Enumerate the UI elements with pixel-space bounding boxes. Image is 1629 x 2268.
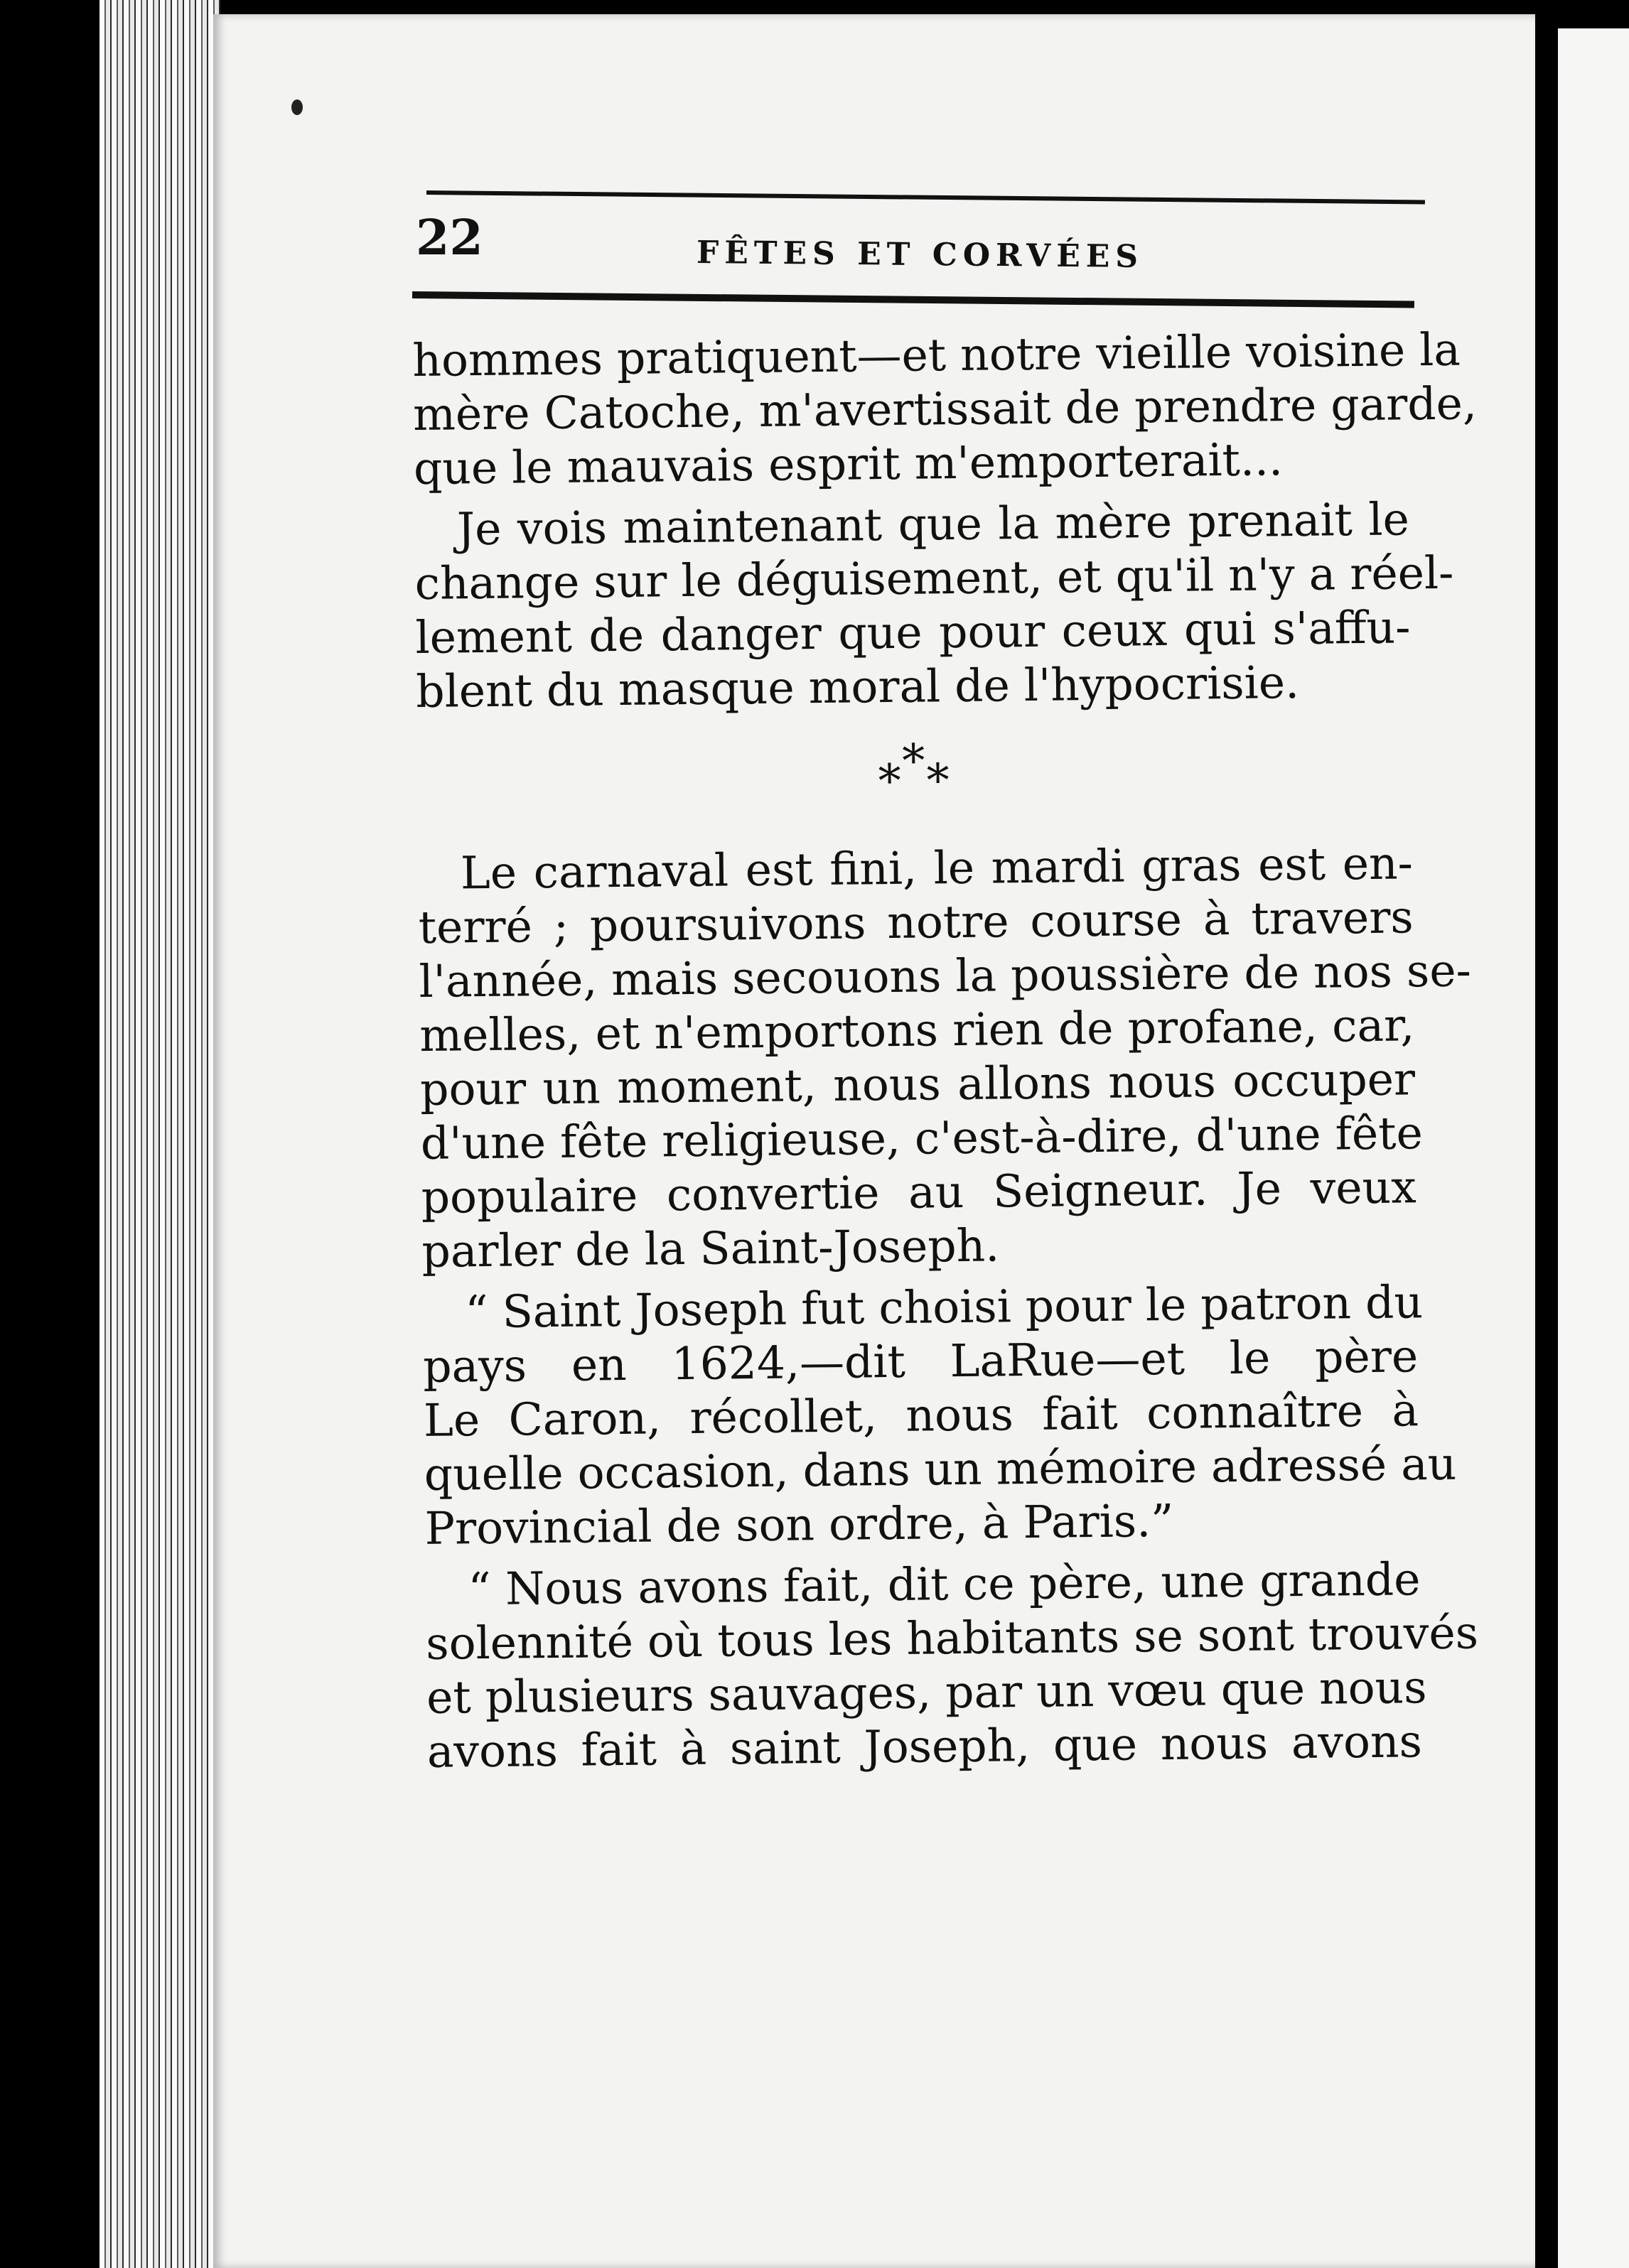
text-line: change sur le déguisement, et qu'il n'y a réel-	[414, 546, 1454, 610]
body-text	[412, 323, 1479, 1786]
text-block-after-break	[418, 836, 1479, 1786]
text-line: Je vois maintenant que la mère prenait le	[456, 493, 1410, 556]
text-line: avons fait à saint Joseph, que nous avons	[426, 1715, 1423, 1778]
text-line: “ Saint Joseph fut choisi pour le patron du	[465, 1276, 1424, 1339]
section-break-asterism	[416, 716, 1413, 847]
text-line: parler de la Saint-Joseph.	[421, 1219, 1000, 1278]
facing-page-edge	[1558, 28, 1629, 2268]
stacked-page-edges	[100, 0, 220, 2268]
paragraph	[414, 492, 1454, 719]
print-speck	[291, 99, 303, 115]
text-line: Le Caron, récollet, nous fait connaître à	[423, 1384, 1419, 1447]
text-line: pays en 1624,—dit LaRue—et le père	[422, 1330, 1419, 1393]
text-line: blent du masque moral de l'hypocrisie.	[415, 656, 1300, 718]
text-block-before-break	[412, 323, 1478, 726]
paragraph	[425, 1552, 1479, 1779]
text-line: hommes pratiquent—et notre vieille voisine la	[412, 323, 1461, 387]
text-line: que le mauvais esprit m'emporterait...	[413, 433, 1284, 495]
page-number: 22	[416, 210, 483, 266]
text-line: quelle occasion, dans un mémoire adressé au	[424, 1437, 1457, 1501]
text-line: “ Nous avons fait, dit ce père, une grande	[468, 1553, 1421, 1616]
text-line: d'une fête religieuse, c'est-à-dire, d'une fête	[420, 1107, 1424, 1170]
text-line: pour un moment, nous allons nous occuper	[419, 1053, 1416, 1116]
paragraph	[412, 323, 1478, 496]
text-line: solennité où tous les habitants se sont trouvés	[425, 1606, 1479, 1670]
text-line: populaire convertie au Seigneur. Je veux	[421, 1161, 1417, 1224]
paragraph	[418, 836, 1472, 1279]
text-line: l'année, mais secouons la poussière de nos se-	[419, 944, 1472, 1008]
text-line: et plusieurs sauvages, par un vœu que nous	[426, 1661, 1427, 1724]
paragraph	[422, 1275, 1457, 1556]
text-line: Provincial de son ordre, à Paris.”	[424, 1494, 1174, 1555]
asterism-star: *	[878, 755, 903, 809]
asterism-star: *	[926, 755, 952, 808]
text-line: melles, et n'emportons rien de profane, car,	[419, 999, 1415, 1062]
running-head: FÊTES ET CORVÉES	[696, 234, 1144, 276]
text-line: mère Catoche, m'avertissait de prendre garde,	[412, 377, 1478, 441]
asterism-star: *	[901, 735, 927, 788]
text-line: lement de danger que pour ceux qui s'affu-	[415, 601, 1411, 664]
text-line: terré ; poursuivons notre course à travers	[418, 891, 1414, 954]
text-line: Le carnaval est fini, le mardi gras est en-	[460, 837, 1414, 900]
